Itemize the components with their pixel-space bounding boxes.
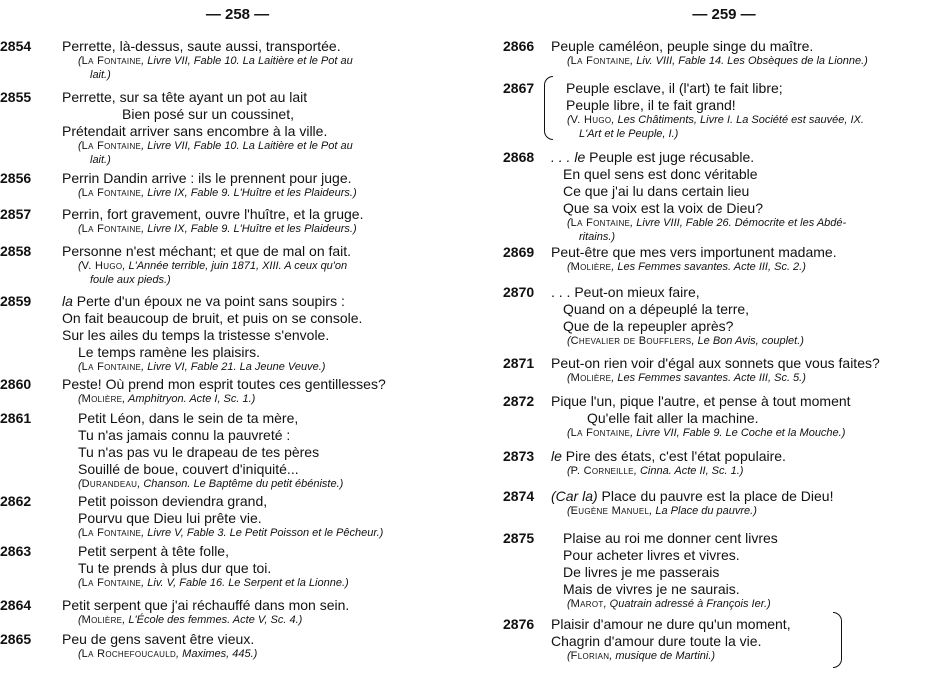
source-author: La Fontaine <box>81 187 142 199</box>
source-details: , Liv. V, Fable 16. Le Serpent et la Lionne.) <box>141 577 349 589</box>
quote-entry <box>0 243 475 287</box>
source-citation: (La Fontaine, Livre IX, Fable 9. L'Huître et les Plaideurs.) <box>78 187 357 199</box>
source-citation: (Molière, L'École des femmes. Acte V, Sc. 4.) <box>78 614 303 626</box>
source-author: La Fontaine <box>81 577 142 589</box>
source-citation: (P. Corneille, Cinna. Acte II, Sc. 1.) <box>567 465 744 477</box>
source-details: , Livre VII, Fable 9. Le Coche et la Mouche.) <box>630 427 846 439</box>
source-author: La Fontaine <box>81 55 142 67</box>
quote-line: Quand on a dépeuplé la terre, <box>563 301 750 317</box>
source-citation: (Molière, Les Femmes savantes. Acte III, Sc. 2.) <box>567 261 806 273</box>
quote-entry <box>498 355 950 386</box>
source-details: , L'École des femmes. Acte V, Sc. 4.) <box>122 614 303 626</box>
quote-body <box>551 393 950 441</box>
source-citation-cont: foule aux pieds.) <box>90 273 171 286</box>
source-details: , Chanson. Le Baptême du petit ébéniste.) <box>137 478 344 490</box>
source-author: Marot <box>570 598 604 610</box>
quote-body <box>62 631 475 662</box>
source-author: Molière <box>81 393 123 405</box>
source-author: La Fontaine <box>81 223 142 235</box>
source-details: , Livre IX, Fable 9. L'Huître et les Plaideurs.) <box>141 187 357 199</box>
source-details: , Livre VI, Fable 21. La Jeune Veuve.) <box>141 361 326 373</box>
source-author: V. Hugo <box>81 260 123 272</box>
quote-body <box>62 493 475 541</box>
source-citation: (V. Hugo, L'Année terrible, juin 1871, XIII. A ceux qu'on <box>78 260 348 272</box>
entry-number: 2864 <box>0 597 32 613</box>
source-details: , Livre IX, Fable 9. L'Huître et les Plaideurs.) <box>141 223 357 235</box>
entry-number: 2855 <box>0 89 32 105</box>
entry-number: 2861 <box>0 410 32 426</box>
quote-body <box>62 243 475 287</box>
source-author: La Rochefoucauld <box>81 648 177 660</box>
source-citation: (La Fontaine, Livre VII, Fable 10. La Laitière et le Pot au <box>78 55 353 67</box>
quote-entry <box>0 38 475 82</box>
entry-number: 2859 <box>0 293 32 309</box>
quote-line: Petit serpent à tête folle, <box>78 543 229 559</box>
source-citation: (V. Hugo, Les Châtiments, Livre I. La Société est sauvée, IX. <box>567 114 864 126</box>
entry-number: 2854 <box>0 38 32 54</box>
entry-number: 2863 <box>0 543 32 559</box>
source-author: Durandeau <box>81 478 138 490</box>
quote-line: On fait beaucoup de bruit, et puis on se console. <box>62 310 363 326</box>
entry-number: 2867 <box>503 80 535 96</box>
source-citation: (La Fontaine, Livre VII, Fable 10. La Laitière et le Pot au <box>78 140 353 152</box>
source-author: La Fontaine <box>81 527 142 539</box>
quote-line: Personne n'est méchant; et que de mal on fait. <box>62 243 352 259</box>
source-author: Florian <box>570 650 610 662</box>
source-details: , Livre VII, Fable 10. La Laitière et le Pot au <box>141 140 353 152</box>
source-details: , L'Année terrible, juin 1871, XIII. A ceux qu'on <box>122 260 348 272</box>
source-citation: (La Fontaine, Livre VI, Fable 21. La Jeune Veuve.) <box>78 361 326 373</box>
entry-number: 2858 <box>0 243 32 259</box>
entry-number: 2871 <box>503 355 535 371</box>
quote-body <box>62 410 475 492</box>
quote-line: Perrin, fort gravement, ouvre l'huître, et la gruge. <box>62 206 364 222</box>
source-citation: (La Fontaine, Livre V, Fable 3. Le Petit Poisson et le Pêcheur.) <box>78 527 384 539</box>
entry-number: 2860 <box>0 376 32 392</box>
quote-body <box>551 448 950 479</box>
source-citation-cont: L'Art et le Peuple, I.) <box>579 127 679 140</box>
quote-entry <box>0 631 475 662</box>
quote-body <box>551 284 950 349</box>
quote-body <box>62 543 475 591</box>
quote-body <box>551 244 950 275</box>
quote-line: Peuple esclave, il (l'art) te fait libre; <box>566 80 783 96</box>
quote-line: . . . Peut-on mieux faire, <box>551 284 700 300</box>
quote-entry <box>498 284 950 349</box>
quote-entry <box>498 38 950 69</box>
quote-line: Sur les ailes du temps la tristesse s'envole. <box>62 327 330 343</box>
quote-line: Prétendait arriver sans encombre à la ville. <box>62 123 328 139</box>
source-author: Eugène Manuel <box>570 505 650 517</box>
quote-line: Peut-être que mes vers importunent madame. <box>551 244 837 260</box>
source-details: , Livre VII, Fable 10. La Laitière et le Pot au <box>141 55 353 67</box>
entry-number: 2874 <box>503 488 535 504</box>
source-author: P. Corneille <box>570 465 634 477</box>
quote-line: la Perte d'un époux ne va point sans soupirs : <box>62 293 345 309</box>
source-citation-cont: ritains.) <box>579 230 616 243</box>
quote-line: Petit Léon, dans le sein de ta mère, <box>78 410 299 426</box>
quote-entry <box>498 80 950 141</box>
quote-line: Peste! Où prend mon esprit toutes ces gentillesses? <box>62 376 386 392</box>
source-details: , La Place du pauvre.) <box>649 505 757 517</box>
quote-body <box>62 293 475 375</box>
quote-line: Chagrin d'amour dure toute la vie. <box>551 633 762 649</box>
source-author: Molière <box>570 261 612 273</box>
entry-number: 2866 <box>503 38 535 54</box>
quote-entry <box>498 149 950 244</box>
source-author: La Fontaine <box>570 55 631 67</box>
source-author: Chevalier de Boufflers <box>570 335 692 347</box>
quote-line: Peuple libre, il te fait grand! <box>566 97 736 113</box>
entry-number: 2876 <box>503 616 535 632</box>
quote-line: En quel sens est donc véritable <box>563 166 758 182</box>
quote-line: Tu n'as pas vu le drapeau de tes pères <box>78 444 320 460</box>
source-details: , Maximes, 445.) <box>176 648 258 660</box>
quote-entry <box>498 530 950 612</box>
source-author: La Fontaine <box>81 361 142 373</box>
quote-line: Petit serpent que j'ai réchauffé dans mon sein. <box>62 597 350 613</box>
quote-body <box>551 80 950 141</box>
quote-line: Le temps ramène les plaisirs. <box>78 344 261 360</box>
quote-line: Mais de vivres je ne saurais. <box>563 581 740 597</box>
source-citation: (La Rochefoucauld, Maximes, 445.) <box>78 648 258 660</box>
quote-entry <box>0 376 475 407</box>
page-number: — 259 — <box>692 6 756 23</box>
quote-body <box>62 597 475 628</box>
quote-line: Peuple caméléon, peuple singe du maître. <box>551 38 814 54</box>
quote-entry <box>498 393 950 441</box>
quote-entry <box>0 206 475 237</box>
quote-body <box>551 38 950 69</box>
source-author: V. Hugo <box>570 114 612 126</box>
source-details: , Le Bon Avis, couplet.) <box>691 335 804 347</box>
quote-body <box>551 355 950 386</box>
quote-entry <box>498 616 950 664</box>
source-details: , Liv. VIII, Fable 14. Les Obsèques de la Lionne.) <box>630 55 868 67</box>
quote-body <box>551 616 950 664</box>
source-citation: (Chevalier de Boufflers, Le Bon Avis, couplet.) <box>567 335 804 347</box>
entry-number: 2870 <box>503 284 535 300</box>
source-details: , Livre VIII, Fable 26. Démocrite et les Abdé- <box>630 217 847 229</box>
source-citation: (Florian, musique de Martini.) <box>567 650 716 662</box>
quote-line: Pour acheter livres et vivres. <box>563 547 740 563</box>
quote-line: Que de la repeupler après? <box>563 318 734 334</box>
quote-body <box>551 488 950 519</box>
source-citation: (Molière, Amphitryon. Acte I, Sc. 1.) <box>78 393 256 405</box>
quote-line: Bien posé sur un coussinet, <box>122 106 294 122</box>
bracket-left <box>544 76 553 140</box>
source-citation-cont: lait.) <box>90 153 111 166</box>
quote-line: Plaisir d'amour ne dure qu'un moment, <box>551 616 791 632</box>
quote-entry <box>0 597 475 628</box>
quote-line: Peu de gens savent être vieux. <box>62 631 255 647</box>
quote-body <box>62 89 475 167</box>
quote-line: Peut-on rien voir d'égal aux sonnets que vous faites? <box>551 355 880 371</box>
source-citation: (Eugène Manuel, La Place du pauvre.) <box>567 505 757 517</box>
quote-entry <box>0 89 475 167</box>
source-details: , Les Femmes savantes. Acte III, Sc. 5.) <box>611 372 806 384</box>
source-citation: (La Fontaine, Livre VIII, Fable 26. Démocrite et les Abdé- <box>567 217 847 229</box>
source-author: Molière <box>570 372 612 384</box>
quote-line: Souillé de boue, couvert d'iniquité... <box>78 461 299 477</box>
quote-line: Petit poisson deviendra grand, <box>78 493 268 509</box>
quote-line: Ce que j'ai lu dans certain lieu <box>563 183 750 199</box>
entry-number: 2869 <box>503 244 535 260</box>
quote-line: Pique l'un, pique l'autre, et pense à tout moment <box>551 393 851 409</box>
source-citation: (Molière, Les Femmes savantes. Acte III, Sc. 5.) <box>567 372 806 384</box>
source-citation: (La Fontaine, Liv. VIII, Fable 14. Les Obsèques de la Lionne.) <box>567 55 868 67</box>
quote-entry <box>0 543 475 591</box>
quote-line: Tu te prends à plus dur que toi. <box>78 560 272 576</box>
source-citation: (La Fontaine, Livre IX, Fable 9. L'Huître et les Plaideurs.) <box>78 223 357 235</box>
quote-line: De livres je me passerais <box>563 564 720 580</box>
source-author: La Fontaine <box>570 217 631 229</box>
quote-entry <box>0 493 475 541</box>
source-details: , musique de Martini.) <box>609 650 716 662</box>
entry-number: 2872 <box>503 393 535 409</box>
quote-entry <box>0 170 475 201</box>
quote-line: . . . le Peuple est juge récusable. <box>551 149 755 165</box>
quote-line: Pourvu que Dieu lui prête vie. <box>78 510 262 526</box>
entry-number: 2875 <box>503 530 535 546</box>
quote-body <box>62 170 475 201</box>
quote-line: Tu n'as jamais connu la pauvreté : <box>78 427 291 443</box>
quote-entry <box>498 448 950 479</box>
source-citation-cont: lait.) <box>90 68 111 81</box>
quote-line: (Car la) Place du pauvre est la place de Dieu! <box>551 488 834 504</box>
source-citation: (Marot, Quatrain adressé à François Ier.) <box>567 598 771 610</box>
source-author: La Fontaine <box>81 140 142 152</box>
source-details: , Quatrain adressé à François Ier.) <box>603 598 771 610</box>
quote-line: Perrette, sur sa tête ayant un pot au lait <box>62 89 308 105</box>
quote-entry <box>0 293 475 375</box>
source-citation: (La Fontaine, Liv. V, Fable 16. Le Serpent et la Lionne.) <box>78 577 349 589</box>
quote-body <box>551 530 950 612</box>
entry-number: 2868 <box>503 149 535 165</box>
quote-line: Perrette, là-dessus, saute aussi, transportée. <box>62 38 341 54</box>
source-citation: (La Fontaine, Livre VII, Fable 9. Le Coche et la Mouche.) <box>567 427 846 439</box>
quote-entry <box>498 488 950 519</box>
page-number: — 258 — <box>205 6 270 23</box>
quote-body <box>62 206 475 237</box>
source-author: Molière <box>81 614 123 626</box>
quote-line: le Pire des états, c'est l'état populaire. <box>551 448 786 464</box>
quote-body <box>62 376 475 407</box>
source-details: , Cinna. Acte II, Sc. 1.) <box>633 465 744 477</box>
entry-number: 2856 <box>0 170 32 186</box>
source-details: , Livre V, Fable 3. Le Petit Poisson et le Pêcheur.) <box>141 527 384 539</box>
entry-number: 2862 <box>0 493 32 509</box>
source-details: , Amphitryon. Acte I, Sc. 1.) <box>122 393 256 405</box>
quote-line: Qu'elle fait aller la machine. <box>587 410 759 426</box>
quote-entry <box>498 244 950 275</box>
source-details: , Les Femmes savantes. Acte III, Sc. 2.) <box>611 261 806 273</box>
quote-line: Que sa voix est la voix de Dieu? <box>563 200 763 216</box>
source-details: , Les Châtiments, Livre I. La Société est sauvée, IX. <box>611 114 864 126</box>
entry-number: 2865 <box>0 631 32 647</box>
quote-line: Perrin Dandin arrive : ils le prennent pour juge. <box>62 170 352 186</box>
source-citation: (Durandeau, Chanson. Le Baptême du petit ébéniste.) <box>78 478 344 490</box>
entry-number: 2857 <box>0 206 32 222</box>
quote-entry <box>0 410 475 492</box>
quote-body <box>551 149 950 244</box>
quote-body <box>62 38 475 82</box>
entry-number: 2873 <box>503 448 535 464</box>
bracket-right <box>833 612 842 668</box>
quote-line: Plaise au roi me donner cent livres <box>563 530 778 546</box>
source-author: La Fontaine <box>570 427 631 439</box>
